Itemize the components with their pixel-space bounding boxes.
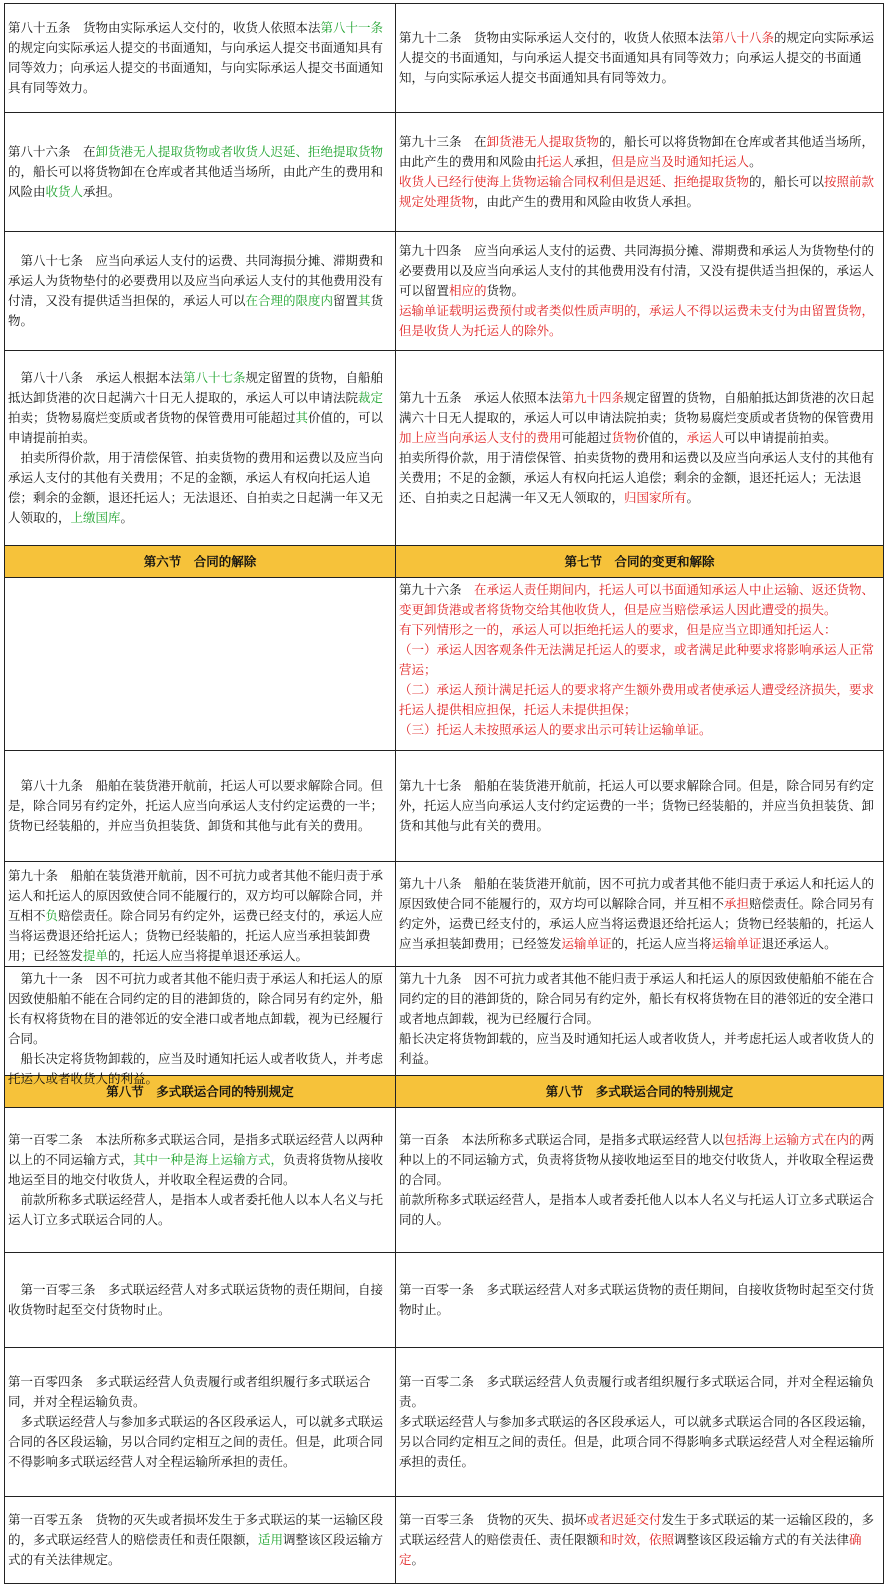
- article-row: [5, 232, 884, 351]
- clause-paragraph: [399, 132, 880, 172]
- added-text: 承运人: [686, 430, 725, 445]
- clause-text: 的，托运人应当将提单退还承运人。: [108, 948, 309, 963]
- added-text: 运输单证: [711, 936, 762, 951]
- clause-text: 。: [686, 490, 700, 505]
- clause-text: 货物。: [486, 283, 525, 298]
- changed-text: 适用: [258, 1532, 284, 1547]
- new-article: [396, 1253, 884, 1348]
- clause-text: 调整该区段运输方式的有关法律规定。: [8, 1532, 384, 1567]
- clause-text: 拍卖所得价款，用于清偿保管、拍卖货物的费用和运费以及应当向承运人支付的其他有关费用；不足的金额，承运人有权向托运人追偿；剩余的金额，退还托运人；无法退还、自拍卖之日起满一年又无人领取的，: [8, 450, 384, 525]
- added-text: 和时效，依照: [599, 1532, 675, 1547]
- clause-text: 的，船长可以: [749, 174, 825, 189]
- old-section-title: 第八节 多式联运合同的特别规定: [5, 1076, 396, 1108]
- clause-paragraph: [399, 28, 880, 88]
- clause-text: 多式联运经营人与参加多式联运的各区段承运人，可以就多式联运合同的各区段运输，另以合同约定相互之间的责任。但是，此项合同不得影响多式联运经营人对全程运输所承担的责任。: [399, 1414, 875, 1469]
- clause-text: 第九十六条: [399, 582, 475, 597]
- clause-text: 船长决定将货物卸载的，应当及时通知托运人或者收货人，并考虑托运人或者收货人的利益。: [399, 1031, 875, 1066]
- clause-paragraph: [8, 866, 392, 966]
- old-article: [5, 1497, 396, 1584]
- clause-text: 第九十二条 货物由实际承运人交付的，收货人依照本法: [399, 30, 712, 45]
- clause-text: 第九十七条 船舶在装货港开航前，托运人可以要求解除合同。但是，除合同另有约定外，托运人应当向承运人支付约定运费的一半；货物已经装船的，并应当负担装货、卸货和其他与此有关的费用。: [399, 778, 875, 833]
- old-article: [5, 113, 396, 232]
- clause-text: 第八十九条 船舶在装货港开航前，托运人可以要求解除合同。但是，除合同另有约定外，托运人应当向承运人支付约定运费的一半；货物已经装船的，并应当负担装货、卸货和其他与此有关的费用。: [8, 778, 384, 833]
- clause-text: 多式联运经营人与参加多式联运的各区段承运人，可以就多式联运合同的各区段运输，另以合同约定相互之间的责任。但是，此项合同不得影响多式联运经营人对全程运输所承担的责任。: [8, 1414, 384, 1469]
- clause-text: 规定留置的货物，自船舶抵达卸货港的次日起满六十日无人提取的，承运人可以申请法院拍卖；货物易腐烂变质或者货物的保管费用: [399, 390, 875, 425]
- clause-text: 两种以上的不同运输方式，负责将货物从接收地运至目的地交付收货人，并收取全程运费的合同。: [399, 1132, 875, 1187]
- clause-paragraph: [8, 368, 392, 448]
- clause-text: 退还承运人。: [761, 936, 837, 951]
- clause-text: 负责将货物从接收地运至目的地交付收货人，并收取全程运费的合同。: [8, 1152, 384, 1187]
- old-article: [5, 1348, 396, 1497]
- changed-text: 在合理的限度内: [245, 293, 334, 308]
- clause-text: 第九十九条 因不可抗力或者其他不能归责于承运人和托运人的原因致使船舶不能在合同约定的目的港卸货的，除合同另有约定外，船长有权将货物在目的港邻近的安全港口或者地点卸载，视为已经履行合同。: [399, 971, 875, 1026]
- added-text: 卸货港无人提取货物: [486, 134, 600, 149]
- clause-text: 第一百零二条 多式联运经营人负责履行或者组织履行多式联运合同，并对全程运输负责。: [399, 1374, 875, 1409]
- new-article: [396, 578, 884, 751]
- new-article: [396, 113, 884, 232]
- added-text: （一）承运人因客观条件无法满足托运人的要求，或者满足此种要求将影响承运人正常营运；: [399, 642, 875, 677]
- added-text: 收货人已经行使海上货物运输合同权利但是迟延、拒绝提取货物: [399, 174, 750, 189]
- clause-text: 的，船长可以将货物卸在仓库或者其他适当场所，由此产生的费用和风险由: [399, 134, 875, 169]
- clause-paragraph: [399, 1190, 880, 1230]
- clause-paragraph: [8, 18, 392, 98]
- clause-text: 前款所称多式联运经营人，是指本人或者委托他人以本人名义与托运人订立多式联运合同的人。: [399, 1192, 875, 1227]
- old-article: [5, 967, 396, 1086]
- new-section-title: 第七节 合同的变更和解除: [396, 546, 884, 578]
- added-text: 货物: [611, 430, 637, 445]
- clause-paragraph: [8, 776, 392, 836]
- old-article: [5, 1253, 396, 1348]
- added-text: 按照前款规定处理货物: [399, 174, 875, 209]
- clause-text: 承担，: [574, 154, 612, 169]
- clause-paragraph: [399, 388, 880, 448]
- old-article: [5, 751, 396, 862]
- clause-text: 第一百零五条 货物的灭失或者损坏发生于多式联运的某一运输区段的，多式联运经营人的赔偿责任和责任限额，: [8, 1512, 384, 1547]
- added-text: 托运人: [536, 154, 575, 169]
- clause-text: 可能超过: [561, 430, 612, 445]
- article-row: [5, 1497, 884, 1584]
- old-article: [5, 4, 396, 113]
- clause-text: 第八十七条 应当向承运人支付的运费、共同海损分摊、滞期费和承运人为货物垫付的必要费用以及应当向承运人支付的其他费用没有付清，又没有提供适当担保的，承运人可以: [8, 253, 384, 308]
- clause-paragraph: [399, 1372, 880, 1412]
- article-row: [5, 351, 884, 546]
- clause-paragraph: [399, 1130, 880, 1190]
- clause-text: 拍卖；货物易腐烂变质或者货物的保管费用可能超过: [8, 410, 296, 425]
- clause-paragraph: [8, 1280, 392, 1320]
- clause-paragraph: [8, 1190, 392, 1230]
- added-text: 但是应当及时通知托运人: [611, 154, 750, 169]
- clause-text: 发生于多式联运的某一运输区段的，多式联运经营人的赔偿责任、责任限额: [399, 1512, 875, 1547]
- clause-text: 拍卖所得价款，用于清偿保管、拍卖货物的费用和运费以及应当向承运人支付的其他有关费用；不足的金额，承运人有权向托运人追偿；剩余的金额，退还托运人；无法退还、自拍卖之日起满一年又无人领取的，: [399, 450, 875, 505]
- old-article: [5, 862, 396, 967]
- changed-text: 收货人: [45, 184, 84, 199]
- changed-text: 负: [45, 908, 59, 923]
- changed-text: 其中一种是海上运输方式，: [133, 1152, 284, 1167]
- added-text: 加上应当向承运人支付的费用: [399, 430, 562, 445]
- changed-text: 其: [358, 293, 371, 308]
- new-article: [396, 751, 884, 862]
- clause-text: 第九十八条 船舶在装货港开航前，因不可抗力或者其他不能归责于承运人和托运人的原因致使合同不能履行的，双方均可以解除合同，并互相不: [399, 876, 875, 911]
- added-text: （二）承运人预计满足托运人的要求将产生额外费用或者使承运人遭受经济损失，要求托运人提供相应担保，托运人未提供担保；: [399, 682, 875, 717]
- clause-text: 。: [411, 1552, 425, 1567]
- clause-text: 第一百零四条 多式联运经营人负责履行或者组织履行多式联运合同，并对全程运输负责。: [8, 1374, 371, 1409]
- article-row: [5, 4, 884, 113]
- clause-paragraph: [399, 1510, 880, 1570]
- changed-text: 提单: [83, 948, 109, 963]
- clause-text: 第一百零三条 货物的灭失、损坏: [399, 1512, 587, 1527]
- added-text: 运输单证: [561, 936, 612, 951]
- added-text: 第八十八条: [711, 30, 775, 45]
- clause-paragraph: [8, 1130, 392, 1190]
- added-text: 运输单证载明运费预付或者类似性质声明的，承运人不得以运费未支付为由留置货物，但是收货人为托运人的除外。: [399, 303, 875, 338]
- clause-paragraph: [399, 172, 880, 212]
- clause-text: 承担。: [83, 184, 121, 199]
- clause-paragraph: [399, 680, 880, 720]
- clause-paragraph: [399, 1029, 880, 1069]
- added-text: 确定: [399, 1532, 862, 1567]
- clause-text: 价值的，可以申请提前拍卖。: [8, 410, 384, 445]
- added-text: 相应的: [449, 283, 487, 298]
- changed-text: 第八十一条: [320, 20, 384, 35]
- clause-paragraph: [8, 969, 392, 1049]
- clause-paragraph: [399, 776, 880, 836]
- clause-paragraph: [8, 1412, 392, 1472]
- clause-paragraph: [8, 1510, 392, 1570]
- clause-text: 可以申请提前拍卖。: [724, 430, 837, 445]
- clause-text: 的规定向实际承运人提交的书面通知，与向承运人提交书面通知具有同等效力；向承运人提交的书面通知，与向实际承运人提交书面通知具有同等效力。: [8, 40, 384, 95]
- clause-paragraph: [399, 580, 880, 620]
- clause-text: ，由此产生的费用和风险由收货人承担。: [474, 194, 700, 209]
- clause-text: 第九十三条 在: [399, 134, 487, 149]
- clause-text: 船长决定将货物卸载的，应当及时通知托运人或者收货人，并考虑托运人或者收货人的利益。: [8, 1051, 384, 1086]
- new-article: [396, 1497, 884, 1584]
- new-article: [396, 862, 884, 967]
- clause-text: 第九十条 船舶在装货港开航前，因不可抗力或者其他不能归责于承运人和托运人的原因致使合同不能履行的，双方均可以解除合同，并互相不: [8, 868, 384, 923]
- added-text: 承担: [724, 896, 750, 911]
- added-text: 第九十四条: [561, 390, 625, 405]
- clause-paragraph: [8, 251, 392, 331]
- clause-text: 第一百零三条 多式联运经营人对多式联运货物的责任期间，自接收货物时起至交付货物时止。: [8, 1282, 384, 1317]
- added-text: 包括海上运输方式在内的: [724, 1132, 862, 1147]
- clause-paragraph: [399, 448, 880, 508]
- changed-text: 裁定: [358, 390, 384, 405]
- added-text: 在承运人责任期间内，托运人可以书面通知承运人中止运输、返还货物、变更卸货港或者将货物交给其他收货人，但是应当赔偿承运人因此遭受的损失。: [399, 582, 875, 617]
- clause-text: 赔偿责任。除合同另有约定外，运费已经支付的，承运人应当将运费退还给托运人；货物已经装船的，托运人应当承担装卸费用；已经签发: [399, 896, 875, 951]
- new-article: [396, 351, 884, 546]
- new-article: [396, 967, 884, 1076]
- new-article: [396, 1108, 884, 1253]
- clause-paragraph: [399, 301, 880, 341]
- clause-text: 第九十五条 承运人依照本法: [399, 390, 562, 405]
- clause-paragraph: [399, 720, 880, 740]
- added-text: 归国家所有: [624, 490, 687, 505]
- new-article: [396, 4, 884, 113]
- clause-text: 的，托运人应当将: [611, 936, 712, 951]
- clause-text: 规定留置的货物，自船舶抵达卸货港的次日起满六十日无人提取的，承运人可以申请法院: [8, 370, 384, 405]
- clause-paragraph: [8, 142, 392, 202]
- article-row: [5, 1253, 884, 1348]
- changed-text: 上缴国库: [70, 510, 121, 525]
- changed-text: 其: [295, 410, 309, 425]
- clause-text: 第八十六条 在: [8, 144, 96, 159]
- clause-text: 第九十四条 应当向承运人支付的运费、共同海损分摊、滞期费和承运人为货物垫付的必要费用以及应当向承运人支付的其他费用没有付清，又没有提供适当担保的，承运人可以留置: [399, 243, 875, 298]
- clause-paragraph: [399, 874, 880, 954]
- article-row: [5, 967, 884, 1076]
- clause-text: 的，船长可以将货物卸在仓库或者其他适当场所，由此产生的费用和风险由: [8, 164, 384, 199]
- old-article: [5, 578, 396, 751]
- clause-paragraph: [399, 241, 880, 301]
- old-article: [5, 232, 396, 351]
- clause-paragraph: [399, 969, 880, 1029]
- article-row: [5, 578, 884, 751]
- changed-text: 卸货港无人提取货物或者收货人迟延、拒绝提取货物: [95, 144, 384, 159]
- comparison-table: [4, 3, 884, 1584]
- clause-text: 留置: [333, 293, 359, 308]
- clause-text: 第一百条 本法所称多式联运合同，是指多式联运经营人以: [399, 1132, 725, 1147]
- clause-text: 调整该区段运输方式的有关法律: [674, 1532, 850, 1547]
- clause-text: 第九十一条 因不可抗力或者其他不能归责于承运人和托运人的原因致使船舶不能在合同约定的目的港卸货的，除合同另有约定外，船长有权将货物在目的港邻近的安全港口或者地点卸载，视为已经履行合同。: [8, 971, 384, 1046]
- clause-text: 。: [749, 154, 762, 169]
- clause-text: 第八十八条 承运人根据本法: [8, 370, 184, 385]
- clause-text: 货物。: [8, 293, 384, 328]
- clause-text: 赔偿责任。除合同另有约定外，运费已经支付的，承运人应当将运费退还给托运人；货物已经装船的，托运人应当承担装卸费用；已经签发: [8, 908, 384, 963]
- clause-text: 第一百零二条 本法所称多式联运合同，是指多式联运经营人以两种以上的不同运输方式，: [8, 1132, 384, 1167]
- clause-text: 价值的，: [636, 430, 687, 445]
- clause-paragraph: [8, 1372, 392, 1412]
- added-text: （三）托运人未按照承运人的要求出示可转让运输单证。: [399, 722, 712, 737]
- new-section-title: 第八节 多式联运合同的特别规定: [396, 1076, 884, 1108]
- article-row: [5, 113, 884, 232]
- clause-paragraph: [399, 1280, 880, 1320]
- clause-paragraph: [399, 640, 880, 680]
- old-section-title: 第六节 合同的解除: [5, 546, 396, 578]
- changed-text: 第八十七条: [183, 370, 246, 385]
- article-row: [5, 1348, 884, 1497]
- new-article: [396, 1348, 884, 1497]
- clause-text: 的规定向实际承运人提交的书面通知，与向承运人提交书面通知具有同等效力；向承运人提交的书面通知，与向实际承运人提交书面通知具有同等效力。: [399, 30, 875, 85]
- clause-text: 第一百零一条 多式联运经营人对多式联运货物的责任期间，自接收货物时起至交付货物时止。: [399, 1282, 875, 1317]
- old-article: [5, 1108, 396, 1253]
- clause-paragraph: [399, 620, 880, 640]
- added-text: 或者迟延交付: [586, 1512, 662, 1527]
- new-article: [396, 232, 884, 351]
- old-article: [5, 351, 396, 546]
- clause-text: 。: [120, 510, 134, 525]
- clause-paragraph: [8, 448, 392, 528]
- article-row: [5, 862, 884, 967]
- article-row: [5, 751, 884, 862]
- added-text: 有下列情形之一的，承运人可以拒绝托运人的要求，但是应当立即通知托运人：: [399, 622, 837, 637]
- section-header-row: [5, 546, 884, 578]
- clause-text: 前款所称多式联运经营人，是指本人或者委托他人以本人名义与托运人订立多式联运合同的人。: [8, 1192, 384, 1227]
- clause-paragraph: [399, 1412, 880, 1472]
- clause-text: 第八十五条 货物由实际承运人交付的，收货人依照本法: [8, 20, 321, 35]
- article-row: [5, 1108, 884, 1253]
